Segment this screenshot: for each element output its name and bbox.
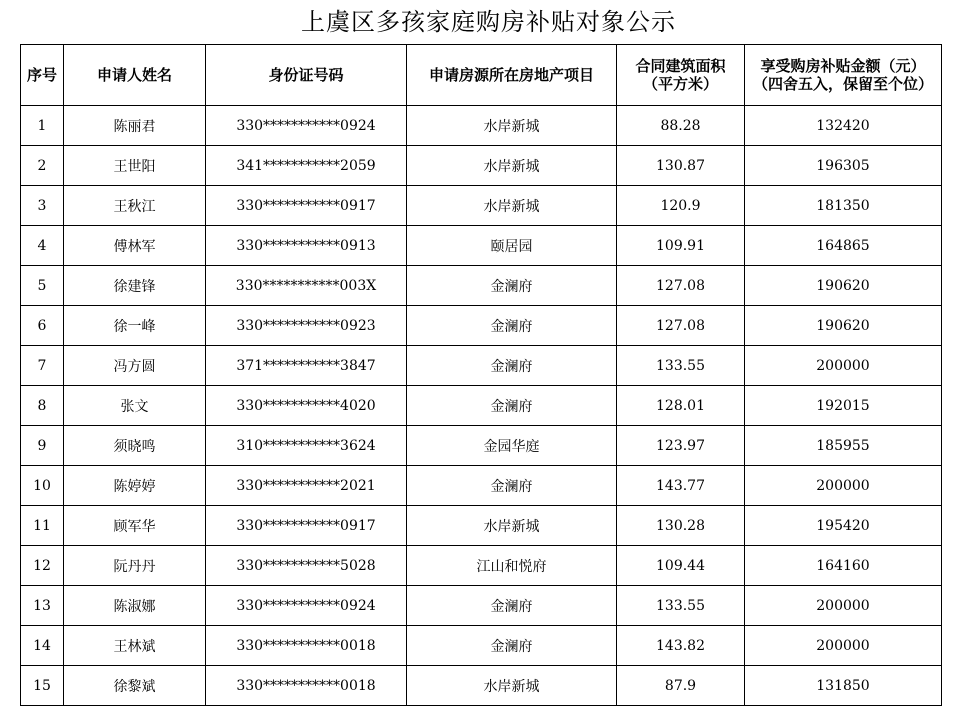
cell-seq: 12 bbox=[21, 546, 64, 586]
cell-id: 330***********0923 bbox=[206, 306, 407, 346]
cell-project: 颐居园 bbox=[407, 226, 617, 266]
table-row bbox=[21, 186, 942, 226]
cell-name: 王林斌 bbox=[64, 626, 206, 666]
cell-seq: 14 bbox=[21, 626, 64, 666]
cell-project: 金澜府 bbox=[407, 466, 617, 506]
cell-name: 张文 bbox=[64, 386, 206, 426]
header-area-line2: （平方米） bbox=[642, 75, 718, 93]
cell-project: 水岸新城 bbox=[407, 106, 617, 146]
cell-seq: 3 bbox=[21, 186, 64, 226]
cell-amount: 190620 bbox=[745, 266, 942, 306]
header-id: 身份证号码 bbox=[206, 45, 407, 106]
cell-name: 陈婷婷 bbox=[64, 466, 206, 506]
cell-name: 陈丽君 bbox=[64, 106, 206, 146]
cell-area: 133.55 bbox=[617, 346, 745, 386]
cell-area: 88.28 bbox=[617, 106, 745, 146]
cell-area: 143.77 bbox=[617, 466, 745, 506]
cell-id: 330***********003X bbox=[206, 266, 407, 306]
page-title: 上虞区多孩家庭购房补贴对象公示 bbox=[301, 8, 676, 36]
table-row bbox=[21, 426, 942, 466]
table-row bbox=[21, 106, 942, 146]
cell-id: 341***********2059 bbox=[206, 146, 407, 186]
cell-area: 87.9 bbox=[617, 666, 745, 706]
header-name: 申请人姓名 bbox=[64, 45, 206, 106]
cell-amount: 190620 bbox=[745, 306, 942, 346]
table-row bbox=[21, 386, 942, 426]
cell-id: 371***********3847 bbox=[206, 346, 407, 386]
table-row bbox=[21, 226, 942, 266]
cell-name: 王秋江 bbox=[64, 186, 206, 226]
header-amount-line2: （四舍五入，保留至个位） bbox=[752, 75, 933, 93]
cell-project: 金澜府 bbox=[407, 586, 617, 626]
cell-seq: 11 bbox=[21, 506, 64, 546]
header-area-line1: 合同建筑面积 bbox=[635, 57, 726, 75]
cell-seq: 10 bbox=[21, 466, 64, 506]
table-row bbox=[21, 546, 942, 586]
cell-project: 金澜府 bbox=[407, 306, 617, 346]
cell-amount: 164160 bbox=[745, 546, 942, 586]
cell-seq: 13 bbox=[21, 586, 64, 626]
cell-project: 金澜府 bbox=[407, 386, 617, 426]
cell-name: 徐黎斌 bbox=[64, 666, 206, 706]
cell-area: 109.91 bbox=[617, 226, 745, 266]
cell-amount: 131850 bbox=[745, 666, 942, 706]
cell-project: 水岸新城 bbox=[407, 666, 617, 706]
header-amount-line1: 享受购房补贴金额（元） bbox=[760, 57, 926, 75]
cell-area: 130.87 bbox=[617, 146, 745, 186]
header-seq: 序号 bbox=[21, 45, 64, 106]
cell-amount: 192015 bbox=[745, 386, 942, 426]
cell-id: 330***********4020 bbox=[206, 386, 407, 426]
cell-name: 陈淑娜 bbox=[64, 586, 206, 626]
cell-id: 330***********0913 bbox=[206, 226, 407, 266]
cell-id: 330***********0924 bbox=[206, 106, 407, 146]
cell-project: 水岸新城 bbox=[407, 506, 617, 546]
table-row bbox=[21, 666, 942, 706]
table-body bbox=[21, 106, 942, 706]
table-row bbox=[21, 346, 942, 386]
cell-area: 130.28 bbox=[617, 506, 745, 546]
table-row bbox=[21, 306, 942, 346]
table-row bbox=[21, 146, 942, 186]
cell-name: 顾军华 bbox=[64, 506, 206, 546]
cell-id: 330***********2021 bbox=[206, 466, 407, 506]
cell-id: 330***********0917 bbox=[206, 506, 407, 546]
cell-project: 江山和悦府 bbox=[407, 546, 617, 586]
cell-amount: 195420 bbox=[745, 506, 942, 546]
cell-seq: 6 bbox=[21, 306, 64, 346]
table-header bbox=[21, 45, 942, 106]
cell-seq: 2 bbox=[21, 146, 64, 186]
cell-name: 须晓鸣 bbox=[64, 426, 206, 466]
cell-seq: 1 bbox=[21, 106, 64, 146]
cell-amount: 200000 bbox=[745, 626, 942, 666]
cell-seq: 15 bbox=[21, 666, 64, 706]
cell-project: 金园华庭 bbox=[407, 426, 617, 466]
cell-name: 王世阳 bbox=[64, 146, 206, 186]
cell-amount: 132420 bbox=[745, 106, 942, 146]
header-area bbox=[617, 45, 745, 106]
cell-area: 143.82 bbox=[617, 626, 745, 666]
cell-amount: 200000 bbox=[745, 586, 942, 626]
header-amount bbox=[745, 45, 942, 106]
cell-seq: 9 bbox=[21, 426, 64, 466]
cell-project: 金澜府 bbox=[407, 346, 617, 386]
cell-id: 330***********0924 bbox=[206, 586, 407, 626]
cell-id: 330***********5028 bbox=[206, 546, 407, 586]
cell-name: 阮丹丹 bbox=[64, 546, 206, 586]
table-row bbox=[21, 586, 942, 626]
table-row bbox=[21, 266, 942, 306]
cell-project: 水岸新城 bbox=[407, 186, 617, 226]
cell-id: 330***********0917 bbox=[206, 186, 407, 226]
cell-area: 123.97 bbox=[617, 426, 745, 466]
cell-area: 120.9 bbox=[617, 186, 745, 226]
cell-name: 徐建锋 bbox=[64, 266, 206, 306]
cell-id: 330***********0018 bbox=[206, 626, 407, 666]
cell-amount: 164865 bbox=[745, 226, 942, 266]
cell-seq: 8 bbox=[21, 386, 64, 426]
cell-seq: 7 bbox=[21, 346, 64, 386]
cell-amount: 196305 bbox=[745, 146, 942, 186]
cell-id: 330***********0018 bbox=[206, 666, 407, 706]
cell-seq: 4 bbox=[21, 226, 64, 266]
header-project: 申请房源所在房地产项目 bbox=[407, 45, 617, 106]
cell-name: 徐一峰 bbox=[64, 306, 206, 346]
cell-project: 金澜府 bbox=[407, 626, 617, 666]
cell-area: 128.01 bbox=[617, 386, 745, 426]
table-row bbox=[21, 466, 942, 506]
cell-name: 傅林军 bbox=[64, 226, 206, 266]
subsidy-table bbox=[20, 44, 942, 706]
cell-project: 水岸新城 bbox=[407, 146, 617, 186]
cell-id: 310***********3624 bbox=[206, 426, 407, 466]
cell-area: 133.55 bbox=[617, 586, 745, 626]
cell-name: 冯方圆 bbox=[64, 346, 206, 386]
header-row bbox=[21, 45, 942, 106]
cell-area: 109.44 bbox=[617, 546, 745, 586]
cell-seq: 5 bbox=[21, 266, 64, 306]
table-row bbox=[21, 626, 942, 666]
cell-area: 127.08 bbox=[617, 306, 745, 346]
cell-amount: 200000 bbox=[745, 466, 942, 506]
cell-area: 127.08 bbox=[617, 266, 745, 306]
table-row bbox=[21, 506, 942, 546]
cell-amount: 181350 bbox=[745, 186, 942, 226]
cell-amount: 200000 bbox=[745, 346, 942, 386]
cell-amount: 185955 bbox=[745, 426, 942, 466]
cell-project: 金澜府 bbox=[407, 266, 617, 306]
